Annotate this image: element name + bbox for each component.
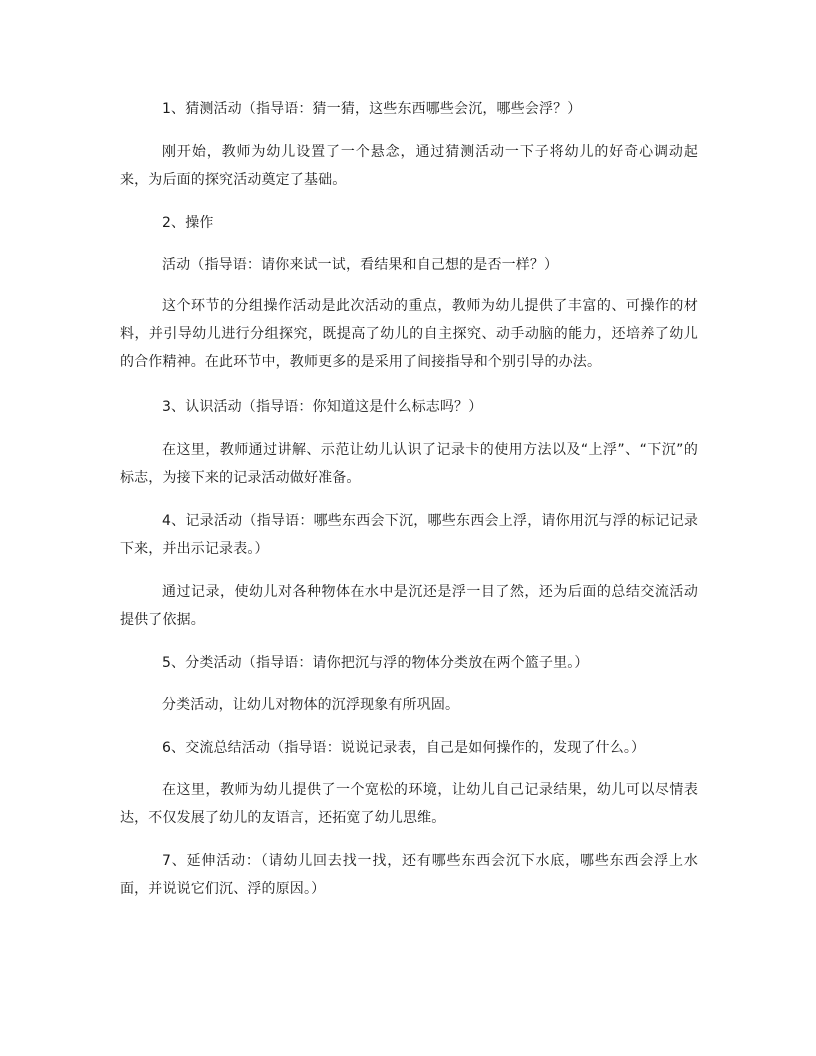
paragraph-operation-description: 这个环节的分组操作活动是此次活动的重点，教师为幼儿提供了丰富的、可操作的材料，并引导幼儿进行分组探究，既提高了幼儿的自主探究、动手动脑的能力，还培养了幼儿的合作精神。在此环节中，教师更多的是采用了间接指导和个别引导的办法。 (120, 298, 698, 370)
heading-guessing-activity: 1、猜测活动（指导语：猜一猜，这些东西哪些会沉，哪些会浮？） (162, 101, 582, 117)
heading-operation: 2、操作 (162, 215, 214, 231)
heading-recording-activity: 4、记录活动（指导语：哪些东西会下沉，哪些东西会上浮，请你用沉与浮的标记记录下来，并出示记录表。） (120, 513, 698, 557)
heading-extension-activity: 7、延伸活动：（请幼儿回去找一找，还有哪些东西会沉下水底，哪些东西会浮上水面，并说说它们沉、浮的原因。） (120, 853, 698, 897)
paragraph-operation-activity: 活动（指导语：请你来试一试，看结果和自己想的是否一样？） (162, 257, 559, 273)
heading-sorting-activity: 5、分类活动（指导语：请你把沉与浮的物体分类放在两个篮子里。） (162, 655, 589, 671)
paragraph-recording-description: 通过记录，使幼儿对各种物体在水中是沉还是浮一目了然，还为后面的总结交流活动提供了依据。 (120, 584, 698, 628)
paragraph-recognition-description: 在这里，教师通过讲解、示范让幼儿认识了记录卡的使用方法以及“上浮”、“下沉”的标志，为接下来的记录活动做好准备。 (120, 442, 698, 486)
paragraph-guessing-description: 刚开始，教师为幼儿设置了一个悬念，通过猜测活动一下子将幼儿的好奇心调动起来，为后面的探究活动奠定了基础。 (120, 144, 698, 188)
heading-summary-activity: 6、交流总结活动（指导语：说说记录表，自己是如何操作的，发现了什么。） (162, 740, 646, 756)
paragraph-sorting-description: 分类活动，让幼儿对物体的沉浮现象有所巩固。 (162, 697, 460, 713)
paragraph-summary-description: 在这里，教师为幼儿提供了一个宽松的环境，让幼儿自己记录结果，幼儿可以尽情表达，不仅发展了幼儿的友语言，还拓宽了幼儿思维。 (120, 782, 698, 826)
heading-recognition-activity: 3、认识活动（指导语：你知道这是什么标志吗？） (162, 399, 483, 415)
